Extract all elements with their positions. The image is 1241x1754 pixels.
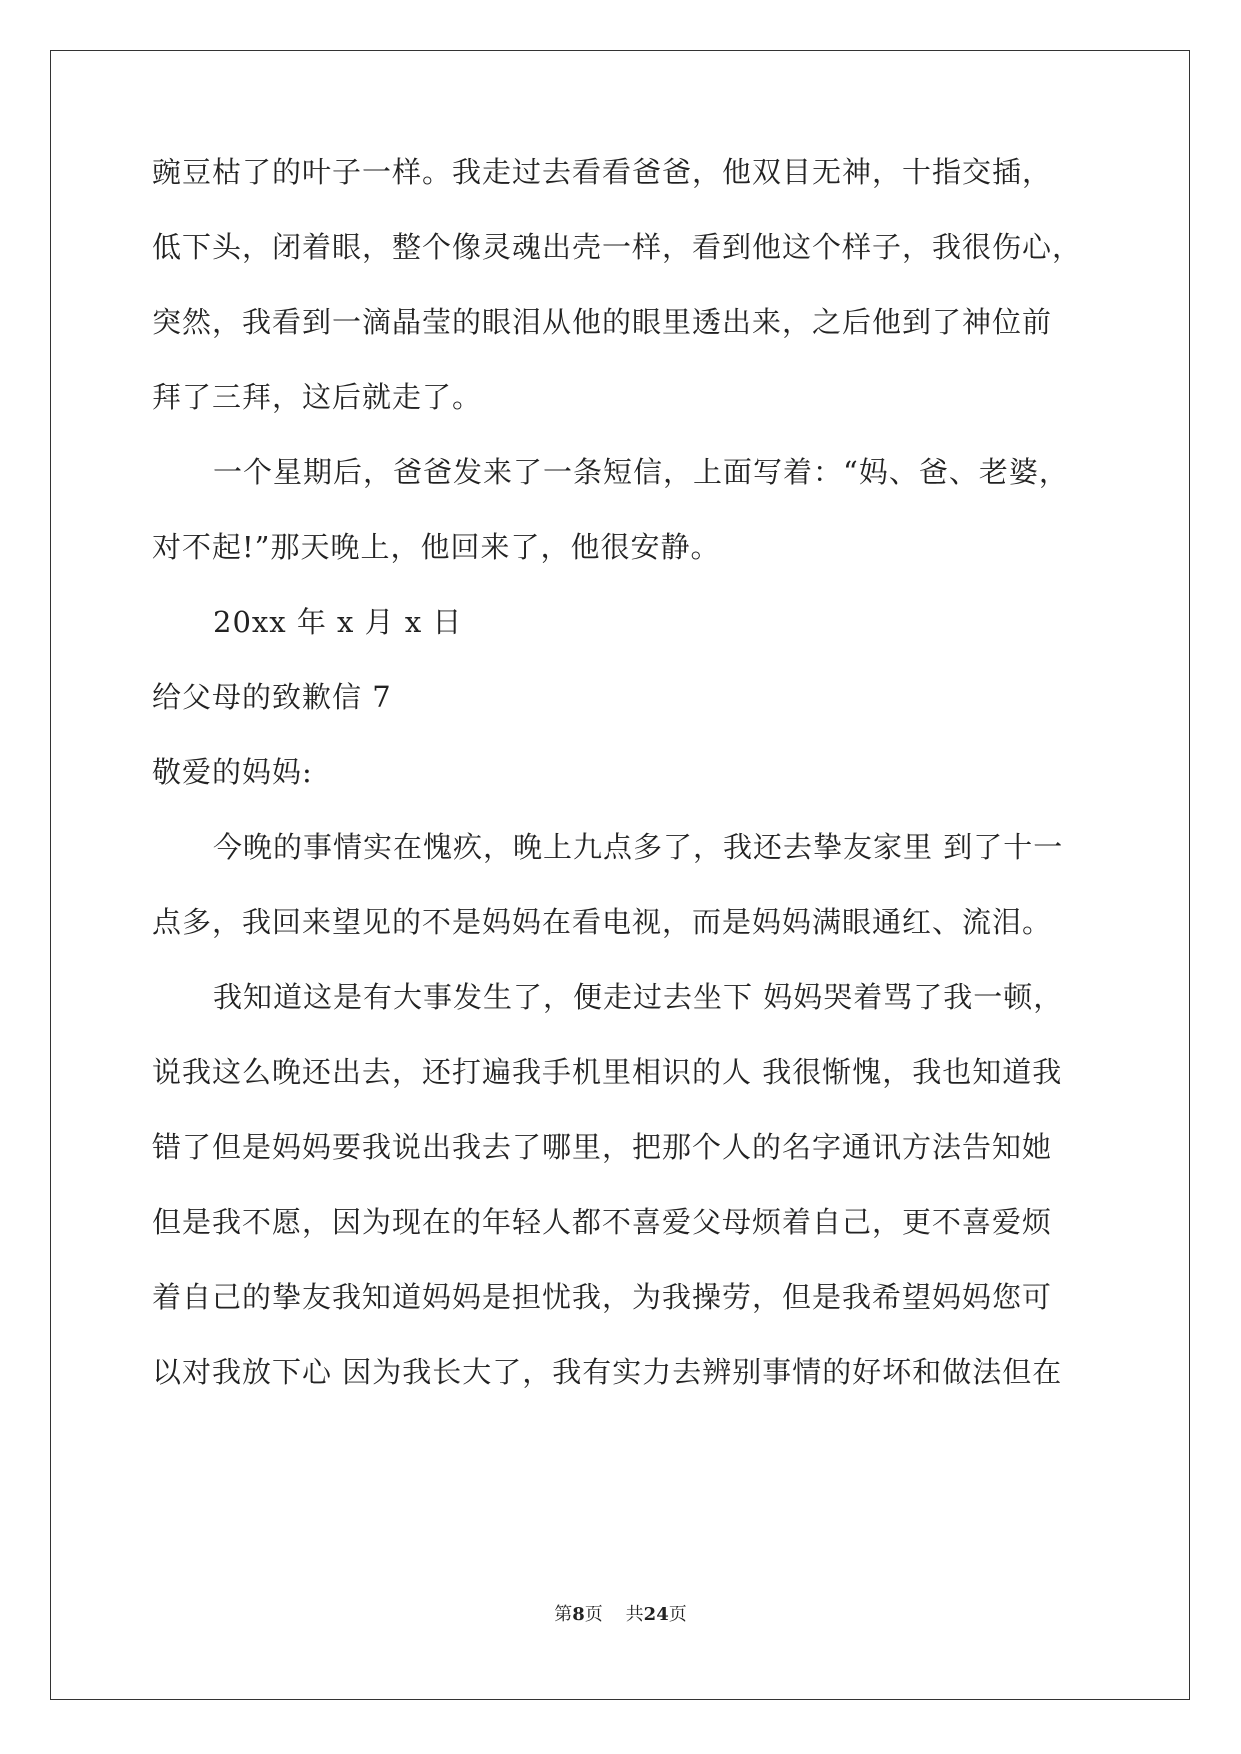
page-border <box>50 50 1190 1700</box>
paragraph-line: 说我这么晚还出去，还打遍我手机里相识的人 我很惭愧，我也知道我 <box>152 1055 1063 1089</box>
total-suffix: 页 <box>668 1604 687 1625</box>
paragraph-line: 错了但是妈妈要我说出我去了哪里，把那个人的名字通讯方法告知她 <box>152 1130 1053 1164</box>
salutation: 敬爱的妈妈: <box>152 755 313 789</box>
page-prefix: 第 <box>554 1604 573 1625</box>
page-number: 8 <box>572 1604 585 1625</box>
paragraph-line: 突然，我看到一滴晶莹的眼泪从他的眼里透出来，之后他到了神位前 <box>152 305 1053 339</box>
paragraph-line: 拜了三拜，这后就走了。 <box>152 380 483 414</box>
paragraph-line: 以对我放下心 因为我长大了，我有实力去辨别事情的好坏和做法但在 <box>152 1355 1063 1389</box>
page-suffix: 页 <box>584 1604 603 1625</box>
paragraph-line: 但是我不愿，因为现在的年轻人都不喜爱父母烦着自己，更不喜爱烦 <box>152 1205 1053 1239</box>
paragraph-line: 一个星期后，爸爸发来了一条短信，上面写着：“妈、爸、老婆， <box>213 455 1069 489</box>
total-prefix: 共 <box>625 1604 644 1625</box>
paragraph-line: 低下头，闭着眼，整个像灵魂出壳一样，看到他这个样子，我很伤心， <box>152 230 1083 264</box>
total-pages: 24 <box>643 1604 669 1625</box>
paragraph-line: 豌豆枯了的叶子一样。我走过去看看爸爸，他双目无神，十指交插， <box>152 155 1053 189</box>
paragraph-line: 对不起!”那天晚上，他回来了，他很安静。 <box>152 530 721 564</box>
paragraph-line: 点多，我回来望见的不是妈妈在看电视，而是妈妈满眼通红、流泪。 <box>152 905 1053 939</box>
date-line: 20xx 年 x 月 x 日 <box>213 605 463 639</box>
letter-title: 给父母的致歉信 7 <box>152 680 392 714</box>
paragraph-line: 今晚的事情实在愧疚，晚上九点多了，我还去挚友家里 到了十一 <box>213 830 1064 864</box>
paragraph-line: 着自己的挚友我知道妈妈是担忧我，为我操劳，但是我希望妈妈您可 <box>152 1280 1053 1314</box>
page-footer <box>0 1603 1241 1627</box>
paragraph-line: 我知道这是有大事发生了，便走过去坐下 妈妈哭着骂了我一顿， <box>213 980 1064 1014</box>
